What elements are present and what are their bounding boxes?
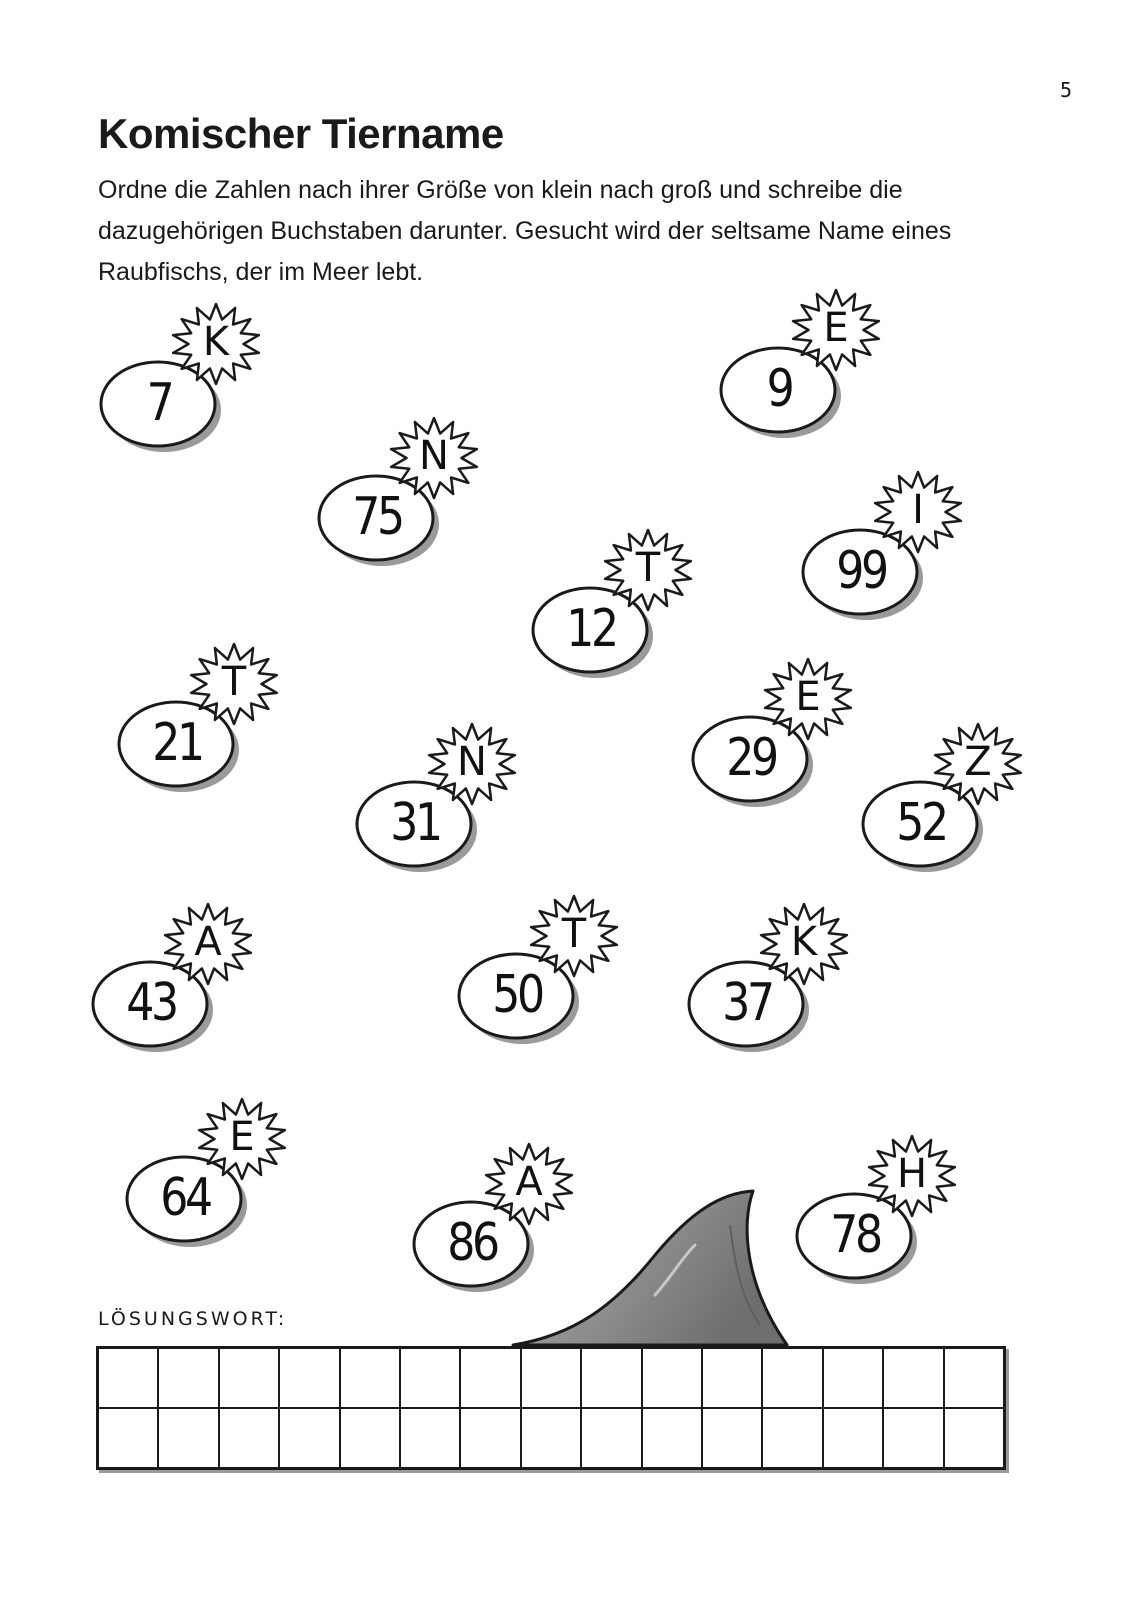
number-bubble bbox=[524, 526, 724, 676]
bubble-number: 64 bbox=[160, 1168, 210, 1228]
answer-cell[interactable] bbox=[702, 1348, 762, 1408]
answer-cell[interactable] bbox=[279, 1348, 339, 1408]
bubble-number: 21 bbox=[152, 713, 202, 773]
number-bubble bbox=[680, 900, 880, 1050]
answer-cell[interactable] bbox=[762, 1408, 822, 1468]
answer-cell[interactable] bbox=[762, 1348, 822, 1408]
answer-cell[interactable] bbox=[158, 1408, 218, 1468]
answer-cell[interactable] bbox=[581, 1348, 641, 1408]
answer-cell[interactable] bbox=[883, 1348, 943, 1408]
answer-cell[interactable] bbox=[944, 1408, 1004, 1468]
bubble-letter: E bbox=[823, 305, 849, 351]
bubble-letter: E bbox=[229, 1114, 255, 1160]
bubble-letter: Z bbox=[964, 739, 992, 785]
answer-cell[interactable] bbox=[98, 1408, 158, 1468]
bubble-number: 78 bbox=[830, 1205, 880, 1265]
answer-cell[interactable] bbox=[340, 1408, 400, 1468]
instructions: Ordne die Zahlen nach ihrer Größe von klein nach groß und schreibe die dazugehörigen Buchstaben darunter. Gesucht wird der seltsame Name eines Raubfischs, der im Meer lebt. bbox=[98, 176, 952, 286]
bubble-letter: N bbox=[419, 433, 449, 479]
number-bubble bbox=[348, 720, 548, 870]
answer-cell[interactable] bbox=[642, 1348, 702, 1408]
bubble-number: 37 bbox=[722, 973, 772, 1033]
answer-cell[interactable] bbox=[823, 1408, 883, 1468]
answer-cell[interactable] bbox=[883, 1408, 943, 1468]
answer-cell[interactable] bbox=[219, 1348, 279, 1408]
bubble-number: 52 bbox=[896, 793, 946, 853]
bubble-letter: N bbox=[457, 739, 487, 785]
number-bubble bbox=[712, 286, 912, 436]
bubble-number: 86 bbox=[447, 1213, 497, 1273]
answer-cell[interactable] bbox=[219, 1408, 279, 1468]
answer-cell[interactable] bbox=[279, 1408, 339, 1468]
bubble-number: 43 bbox=[126, 973, 176, 1033]
bubble-number: 75 bbox=[352, 487, 402, 547]
bubble-number: 7 bbox=[146, 373, 172, 433]
number-bubble bbox=[788, 1132, 988, 1282]
bubble-letter: T bbox=[635, 545, 661, 591]
bubble-letter: K bbox=[790, 919, 818, 965]
answer-cell[interactable] bbox=[340, 1348, 400, 1408]
bubble-letter: H bbox=[896, 1151, 928, 1197]
answer-cell[interactable] bbox=[581, 1408, 641, 1468]
number-bubble bbox=[310, 414, 510, 564]
answer-cell[interactable] bbox=[521, 1348, 581, 1408]
page-title: Komischer Tiername bbox=[98, 110, 504, 157]
bubble-number: 50 bbox=[492, 965, 542, 1025]
answer-label: LÖSUNGSWORT: bbox=[98, 1308, 288, 1330]
answer-cell[interactable] bbox=[400, 1348, 460, 1408]
number-bubble bbox=[854, 720, 1054, 870]
number-bubble bbox=[118, 1095, 318, 1245]
answer-cell[interactable] bbox=[158, 1348, 218, 1408]
answer-cell[interactable] bbox=[460, 1408, 520, 1468]
bubble-number: 99 bbox=[836, 541, 886, 601]
bubble-letter: T bbox=[221, 659, 247, 705]
bubble-number: 31 bbox=[390, 793, 440, 853]
bubble-letter: I bbox=[912, 487, 924, 533]
bubble-letter: A bbox=[194, 919, 222, 965]
answer-cell[interactable] bbox=[460, 1348, 520, 1408]
number-bubble bbox=[450, 892, 650, 1042]
bubble-letter: T bbox=[561, 911, 587, 957]
answer-cell[interactable] bbox=[944, 1348, 1004, 1408]
answer-cell[interactable] bbox=[400, 1408, 460, 1468]
number-bubble bbox=[92, 300, 292, 450]
answer-cell[interactable] bbox=[823, 1348, 883, 1408]
answer-cell[interactable] bbox=[98, 1348, 158, 1408]
answer-grid bbox=[96, 1346, 1006, 1470]
bubble-number: 12 bbox=[566, 599, 616, 659]
shark-fin-icon bbox=[505, 1185, 795, 1350]
answer-cell[interactable] bbox=[642, 1408, 702, 1468]
bubble-letter: A bbox=[515, 1159, 543, 1205]
answer-cell[interactable] bbox=[702, 1408, 762, 1468]
number-bubble bbox=[110, 640, 310, 790]
number-bubble bbox=[794, 468, 994, 618]
bubble-letter: K bbox=[202, 319, 230, 365]
answer-cell[interactable] bbox=[521, 1408, 581, 1468]
bubble-number: 29 bbox=[726, 728, 776, 788]
page-number: 5 bbox=[1060, 78, 1073, 102]
bubble-number: 9 bbox=[766, 359, 792, 419]
number-bubble bbox=[84, 900, 284, 1050]
bubble-letter: E bbox=[795, 674, 821, 720]
